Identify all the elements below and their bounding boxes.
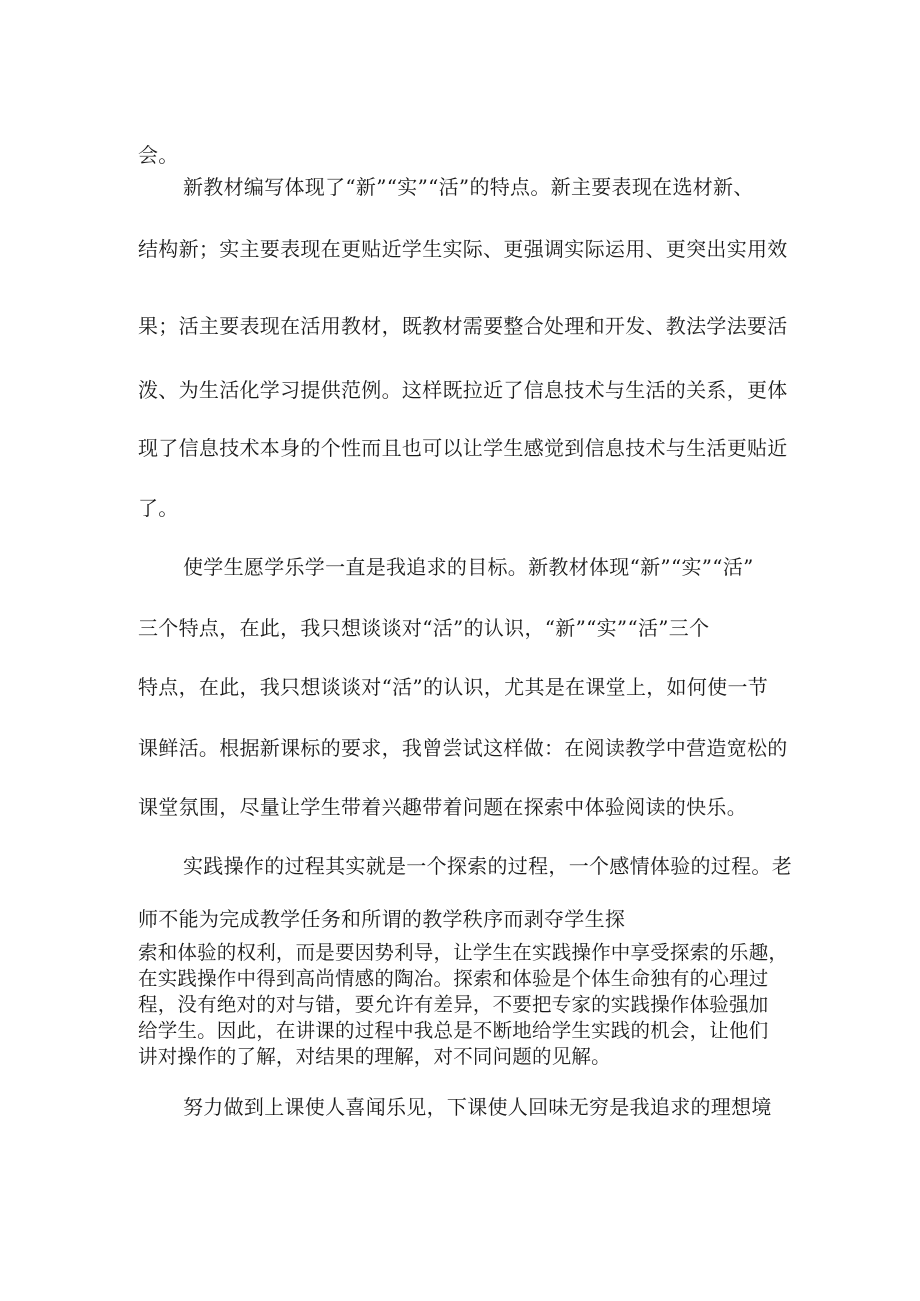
text-line: 会。 <box>138 143 179 167</box>
text-line: 三个特点，在此，我只想谈谈对“活”的认识，“新”“实”“活”三个 <box>138 616 710 640</box>
paragraph-first-line: 努力做到上课使人喜闻乐见，下课使人回味无穷是我追求的理想境 <box>183 1095 772 1119</box>
text-line: 索和体验的权利，而是要因势利导，让学生在实践操作中享受探索的乐趣， <box>138 941 789 964</box>
text-line: 泼、为生活化学习提供范例。这样既拉近了信息技术与生活的关系，更体 <box>138 378 788 402</box>
text-line: 果；活主要表现在活用教材，既教材需要整合处理和开发、教法学法要活 <box>138 314 788 338</box>
paragraph-first-line: 新教材编写体现了“新”“实”“活”的特点。新主要表现在选材新、 <box>183 175 754 199</box>
text-line: 给学生。因此，在讲课的过程中我总是不断地给学生实践的机会，让他们 <box>138 1019 769 1042</box>
text-line: 师不能为完成教学任务和所谓的教学秩序而剥夺学生探 <box>138 907 626 931</box>
paragraph-first-line: 实践操作的过程其实就是一个探索的过程，一个感情体验的过程。老 <box>183 854 792 878</box>
text-line: 讲对操作的了解，对结果的理解，对不同问题的见解。 <box>138 1045 611 1068</box>
text-line: 了。 <box>138 496 179 520</box>
text-line: 程，没有绝对的对与错，要允许有差异，不要把专家的实践操作体验强加 <box>138 993 769 1016</box>
text-line: 在实践操作中得到高尚情感的陶冶。探索和体验是个体生命独有的心理过 <box>138 967 769 990</box>
text-line: 结构新；实主要表现在更贴近学生实际、更强调实际运用、更突出实用效 <box>138 237 788 261</box>
text-line: 现了信息技术本身的个性而且也可以让学生感觉到信息技术与生活更贴近 <box>138 436 788 460</box>
text-line: 课鲜活。根据新课标的要求，我曾尝试这样做：在阅读教学中营造宽松的 <box>138 736 788 760</box>
paragraph-first-line: 使学生愿学乐学一直是我追求的目标。新教材体现“新”“实”“活” <box>183 555 754 579</box>
text-line: 课堂氛围，尽量让学生带着兴趣带着问题在探索中体验阅读的快乐。 <box>138 795 747 819</box>
text-line: 特点，在此，我只想谈谈对“活”的认识，尤其是在课堂上，如何使一节 <box>138 675 769 699</box>
